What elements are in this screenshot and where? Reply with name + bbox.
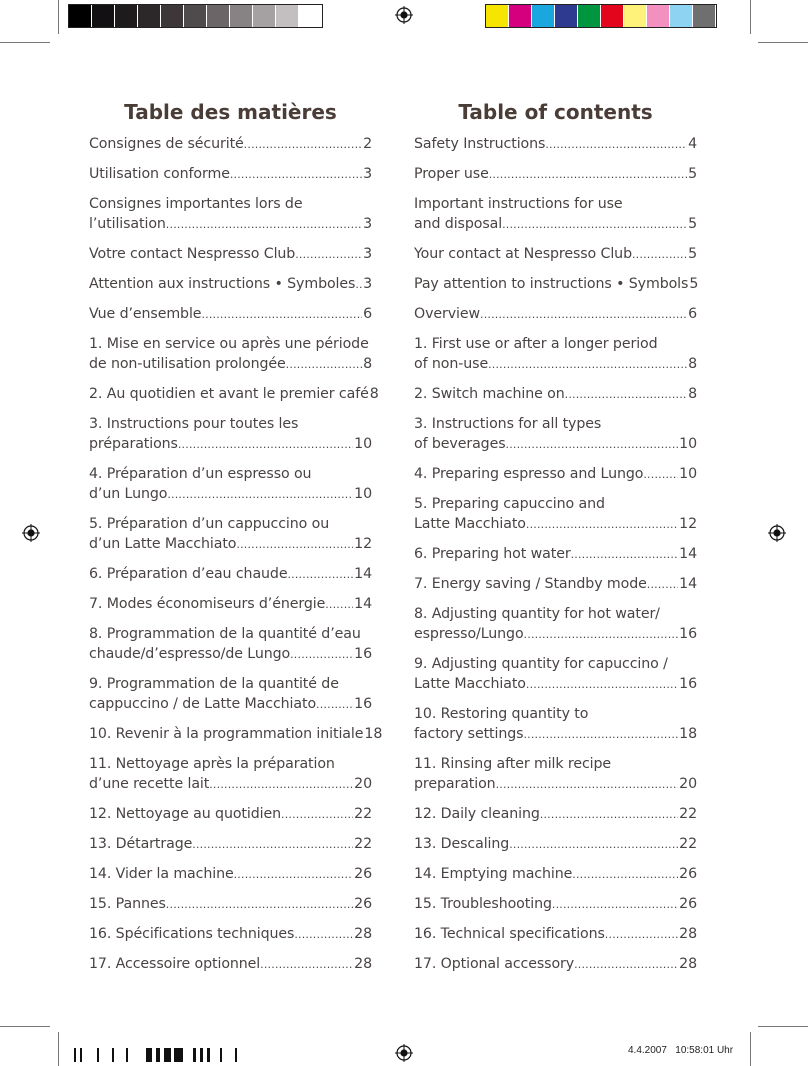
toc-entry[interactable] (414, 494, 697, 535)
toc-entry-text: d’un Latte Macchiato (89, 536, 237, 552)
dot-leader (192, 834, 353, 855)
grayscale-calibration-bar (68, 4, 323, 28)
toc-page-number: 10 (354, 486, 372, 502)
toc-entry-text: 17. Accessoire optionnel (89, 956, 261, 972)
toc-entry-text: 6. Préparation d’eau chaude (89, 566, 288, 582)
toc-entry[interactable] (414, 544, 697, 565)
toc-entry-text: Vue d’ensemble (89, 306, 202, 322)
color-calibration-bar (485, 4, 717, 28)
dot-leader (526, 674, 678, 695)
toc-column-english (414, 100, 697, 984)
toc-page-number: 22 (354, 806, 372, 822)
toc-entry[interactable] (414, 244, 697, 265)
toc-entry-text: 8. Adjusting quantity for hot water/ (414, 606, 660, 622)
toc-entry[interactable] (89, 304, 372, 325)
dot-leader (230, 164, 362, 185)
toc-column-french (89, 100, 383, 984)
crop-mark (0, 1026, 50, 1027)
toc-entry-text: 7. Modes économiseurs d’énergie (89, 596, 326, 612)
toc-page-number: 16 (354, 646, 372, 662)
toc-entry-text: 14. Vider la machine (89, 866, 234, 882)
registration-mark-icon (768, 524, 786, 542)
toc-entry[interactable] (414, 954, 697, 975)
toc-entry-text: de non-utilisation prolongée (89, 356, 286, 372)
toc-entry[interactable] (89, 954, 372, 975)
toc-entry-text: factory settings (414, 726, 524, 742)
toc-entry[interactable] (414, 804, 697, 825)
toc-entry-text: Consignes de sécurité (89, 136, 244, 152)
dot-leader (209, 774, 353, 795)
toc-entry-text: 12. Daily cleaning (414, 806, 540, 822)
dot-leader (506, 434, 679, 455)
dot-leader (325, 594, 353, 615)
toc-entry-text: l’utilisation (89, 216, 166, 232)
toc-page-number: 8 (369, 386, 379, 402)
toc-page-number: 16 (679, 676, 697, 692)
dot-leader (260, 954, 353, 975)
toc-page-number: 16 (354, 696, 372, 712)
toc-page-number: 10 (679, 436, 697, 452)
toc-page-number: 6 (363, 306, 372, 322)
toc-entry-text: 5. Préparation d’un cappuccino ou (89, 516, 330, 532)
dot-leader (286, 354, 362, 375)
toc-page-number: 28 (354, 926, 372, 942)
toc-entry-text: and disposal (414, 216, 503, 232)
toc-page-number: 14 (354, 596, 372, 612)
toc-page-number: 5 (688, 246, 697, 262)
crop-mark (758, 42, 808, 43)
toc-entry-text: Proper use (414, 166, 489, 182)
toc-entry[interactable] (89, 334, 372, 375)
toc-page-number: 16 (679, 626, 697, 642)
toc-entry[interactable] (414, 654, 697, 695)
toc-entry[interactable] (89, 134, 372, 155)
toc-entry-text: preparation (414, 776, 496, 792)
toc-page-number: 26 (354, 896, 372, 912)
dot-leader (244, 134, 362, 155)
toc-page-number: 26 (679, 896, 697, 912)
toc-page-number: 22 (354, 836, 372, 852)
gray-swatch (138, 5, 161, 27)
toc-entry-text: 4. Préparation d’un espresso ou (89, 466, 312, 482)
dot-leader (632, 244, 687, 265)
toc-entry[interactable] (414, 414, 697, 455)
toc-entry-text: 4. Preparing espresso and Lungo (414, 466, 644, 482)
gray-swatch (92, 5, 115, 27)
toc-entry-text: 1. Mise en service ou après une période (89, 336, 369, 352)
toc-entry-text: 14. Emptying machine (414, 866, 573, 882)
dot-leader (574, 954, 678, 975)
dot-leader (565, 384, 687, 405)
toc-page-number: 28 (354, 956, 372, 972)
dot-leader (167, 484, 353, 505)
print-timestamp: 4.4.2007 10:58:01 Uhr (628, 1045, 734, 1056)
toc-entry[interactable] (414, 924, 697, 945)
dot-leader (496, 774, 679, 795)
toc-page-number: 28 (679, 956, 697, 972)
toc-page-number: 3 (363, 246, 372, 262)
toc-entry[interactable] (414, 194, 697, 235)
dot-leader (295, 244, 362, 265)
registration-mark-icon (395, 6, 413, 24)
toc-entry[interactable] (414, 384, 697, 405)
toc-entry[interactable] (89, 514, 372, 555)
toc-page-number: 4 (688, 136, 697, 152)
toc-page-number: 26 (354, 866, 372, 882)
toc-page-number: 14 (679, 576, 697, 592)
toc-entry-text: 2. Au quotidien et avant le premier café (89, 386, 369, 402)
toc-entry-text: Overview (414, 306, 480, 322)
dot-leader (488, 354, 687, 375)
toc-entry-text: 11. Rinsing after milk recipe (414, 756, 612, 772)
toc-page-number: 26 (679, 866, 697, 882)
toc-entry-text: chaude/d’espresso/de Lungo (89, 646, 291, 662)
dot-leader (524, 624, 679, 645)
toc-page-number: 2 (363, 136, 372, 152)
gray-swatch (253, 5, 276, 27)
dot-leader (605, 924, 678, 945)
toc-page-number: 12 (679, 516, 697, 532)
toc-entry-text: 10. Revenir à la programmation initiale (89, 726, 364, 742)
toc-entry-text: préparations (89, 436, 178, 452)
toc-entry-text: 16. Technical specifications (414, 926, 605, 942)
dot-leader (643, 464, 678, 485)
toc-entry-text: 9. Programmation de la quantité de (89, 676, 339, 692)
toc-entry-text: 12. Nettoyage au quotidien (89, 806, 282, 822)
toc-page-number: 3 (363, 166, 372, 182)
toc-entry-text: 7. Energy saving / Standby mode (414, 576, 647, 592)
dot-leader (523, 724, 678, 745)
toc-entry-text: espresso/Lungo (414, 626, 524, 642)
color-swatch (532, 5, 555, 27)
toc-page-number: 5 (689, 276, 699, 292)
color-swatch (601, 5, 624, 27)
toc-entry-text: cappuccino / de Latte Macchiato (89, 696, 317, 712)
toc-entry-text: Attention aux instructions • Symboles (89, 276, 356, 292)
toc-entry[interactable] (89, 894, 372, 915)
dot-leader (509, 834, 678, 855)
crop-mark (58, 1032, 59, 1066)
toc-page-number: 10 (679, 466, 697, 482)
toc-entry-text: 15. Pannes (89, 896, 166, 912)
toc-entry[interactable] (414, 134, 697, 155)
color-swatch (555, 5, 578, 27)
color-swatch (647, 5, 670, 27)
dot-leader (571, 544, 679, 565)
toc-entry[interactable] (89, 834, 372, 855)
toc-page-number: 8 (688, 386, 697, 402)
toc-entry[interactable] (414, 574, 697, 595)
toc-entry[interactable] (89, 754, 372, 795)
toc-entry[interactable] (414, 164, 697, 185)
toc-entry-text: 5. Preparing capuccino and (414, 496, 605, 512)
color-swatch (486, 5, 509, 27)
toc-list (414, 134, 697, 975)
toc-entry-text: 8. Programmation de la quantité d’eau (89, 626, 361, 642)
crop-mark (0, 42, 50, 43)
dot-leader (552, 894, 678, 915)
dot-leader (178, 434, 353, 455)
toc-entry-text: Important instructions for use (414, 196, 623, 212)
toc-page-number: 22 (679, 836, 697, 852)
toc-page-number: 5 (688, 166, 697, 182)
toc-entry-text: 13. Descaling (414, 836, 510, 852)
dot-leader (502, 214, 687, 235)
color-swatch (578, 5, 601, 27)
crop-mark (750, 0, 751, 34)
dot-leader (290, 644, 353, 665)
toc-entry[interactable] (89, 414, 372, 455)
toc-entry-text: of non-use (414, 356, 489, 372)
toc-entry[interactable] (414, 334, 697, 375)
toc-page-number: 18 (679, 726, 697, 742)
toc-page-number: 6 (688, 306, 697, 322)
toc-entry-text: 13. Détartrage (89, 836, 193, 852)
toc-page-number: 3 (363, 216, 372, 232)
dot-leader (166, 894, 353, 915)
toc-entry[interactable] (414, 304, 697, 325)
toc-entry[interactable] (414, 894, 697, 915)
toc-page-number: 5 (688, 216, 697, 232)
toc-entry-text: Safety Instructions (414, 136, 546, 152)
registration-mark-icon (395, 1044, 413, 1062)
toc-page-number: 8 (363, 356, 372, 372)
toc-page-number: 12 (354, 536, 372, 552)
dot-leader (294, 924, 353, 945)
crop-mark (750, 1032, 751, 1066)
toc-heading: Table of contents (458, 100, 653, 124)
color-swatch (509, 5, 532, 27)
toc-entry[interactable] (89, 864, 372, 885)
toc-entry-text: d’une recette lait (89, 776, 210, 792)
toc-page-number: 22 (679, 806, 697, 822)
toc-entry-text: Consignes importantes lors de (89, 196, 303, 212)
toc-entry[interactable] (89, 924, 372, 945)
toc-entry-text: 11. Nettoyage après la préparation (89, 756, 335, 772)
dot-leader (540, 804, 678, 825)
gray-swatch (207, 5, 230, 27)
registration-mark-icon (22, 524, 40, 542)
dot-leader (166, 214, 362, 235)
toc-entry-text: Utilisation conforme (89, 166, 230, 182)
toc-page-number: 20 (354, 776, 372, 792)
crop-mark (58, 0, 59, 34)
toc-entry-text: Latte Macchiato (414, 516, 526, 532)
dot-leader (355, 274, 362, 295)
toc-entry-text: 6. Preparing hot water (414, 546, 571, 562)
gray-swatch (276, 5, 299, 27)
dot-leader (480, 304, 687, 325)
toc-entry-text: Pay attention to instructions • Symbols (414, 276, 689, 292)
toc-entry-text: 17. Optional accessory (414, 956, 575, 972)
toc-page-number: 8 (688, 356, 697, 372)
toc-entry-text: 3. Instructions for all types (414, 416, 602, 432)
toc-entry-text: 15. Troubleshooting (414, 896, 552, 912)
dot-leader (489, 164, 687, 185)
dot-leader (316, 694, 353, 715)
toc-entry-text: 9. Adjusting quantity for capuccino / (414, 656, 668, 672)
toc-entry[interactable] (414, 464, 697, 485)
gray-swatch (69, 5, 92, 27)
dot-leader (201, 304, 362, 325)
toc-heading: Table des matières (124, 100, 337, 124)
toc-entry[interactable] (414, 704, 697, 745)
toc-entry[interactable] (89, 624, 372, 665)
toc-entry[interactable] (89, 724, 383, 745)
toc-entry-text: d’un Lungo (89, 486, 168, 502)
toc-entry[interactable] (414, 834, 697, 855)
dot-leader (545, 134, 687, 155)
dot-leader (236, 534, 353, 555)
toc-page-number: 18 (364, 726, 383, 742)
gray-swatch (230, 5, 253, 27)
toc-page-number: 28 (679, 926, 697, 942)
gray-swatch (184, 5, 207, 27)
toc-entry[interactable] (414, 754, 697, 795)
crop-mark (758, 1026, 808, 1027)
toc-page-number: 20 (679, 776, 697, 792)
toc-entry[interactable] (89, 804, 372, 825)
toc-entry[interactable] (89, 194, 372, 235)
gray-swatch (115, 5, 138, 27)
toc-entry-text: 16. Spécifications techniques (89, 926, 295, 942)
toc-entry[interactable] (89, 274, 372, 295)
dot-leader (234, 864, 354, 885)
color-swatch (693, 5, 716, 27)
toc-entry[interactable] (414, 864, 697, 885)
toc-entry[interactable] (414, 604, 697, 645)
toc-entry[interactable] (89, 594, 372, 615)
dot-leader (287, 564, 353, 585)
toc-entry[interactable] (89, 164, 372, 185)
toc-entry-text: 10. Restoring quantity to (414, 706, 589, 722)
dot-leader (572, 864, 678, 885)
toc-entry-text: 3. Instructions pour toutes les (89, 416, 299, 432)
toc-entry-text: of beverages (414, 436, 506, 452)
color-swatch (670, 5, 693, 27)
gray-swatch (161, 5, 184, 27)
toc-entry-text: Votre contact Nespresso Club (89, 246, 296, 262)
toc-entry[interactable] (89, 674, 372, 715)
toc-entry-text: 2. Switch machine on (414, 386, 565, 402)
color-swatch (624, 5, 647, 27)
dot-leader (526, 514, 678, 535)
toc-entry[interactable] (89, 244, 372, 265)
toc-page-number: 3 (363, 276, 372, 292)
toc-entry-text: 1. First use or after a longer period (414, 336, 658, 352)
toc-page-number: 14 (354, 566, 372, 582)
toc-entry[interactable] (89, 384, 379, 405)
dot-leader (281, 804, 353, 825)
toc-entry[interactable] (89, 564, 372, 585)
dot-leader (647, 574, 678, 595)
toc-page-number: 14 (679, 546, 697, 562)
toc-entry[interactable] (89, 464, 372, 505)
toc-list (89, 134, 383, 975)
gray-swatch (299, 5, 322, 27)
toc-entry-text: Your contact at Nespresso Club (414, 246, 632, 262)
toc-page-number: 10 (354, 436, 372, 452)
toc-entry-text: Latte Macchiato (414, 676, 526, 692)
toc-entry[interactable] (414, 274, 697, 295)
